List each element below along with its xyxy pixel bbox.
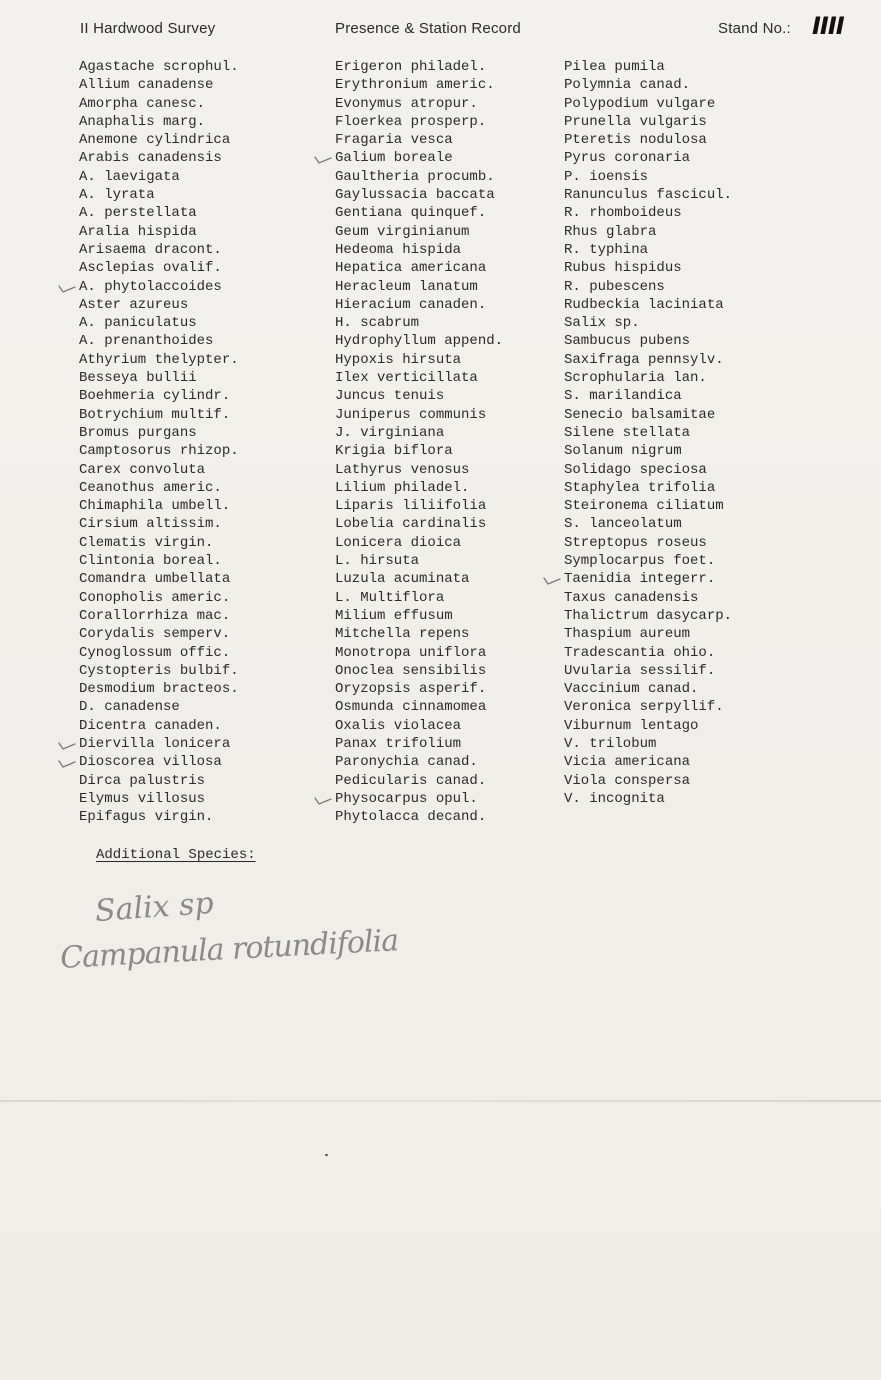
species-item	[79, 76, 239, 94]
species-item	[564, 76, 732, 94]
species-name: Elymus villosus	[79, 790, 206, 807]
species-item	[335, 644, 503, 662]
species-name: Aralia hispida	[79, 223, 197, 240]
species-name: Rudbeckia laciniata	[564, 296, 724, 313]
species-item	[564, 680, 732, 698]
species-item	[335, 607, 503, 625]
species-item	[79, 149, 239, 167]
species-name: R. rhomboideus	[564, 205, 682, 222]
species-item	[564, 534, 732, 552]
species-name: A. perstellata	[79, 205, 197, 222]
species-name: Clematis virgin.	[79, 534, 214, 551]
species-name: Epifagus virgin.	[79, 809, 214, 826]
species-name: Staphylea trifolia	[564, 479, 716, 496]
species-item	[564, 698, 732, 716]
species-name: Polymnia canad.	[564, 77, 691, 94]
species-name: Symplocarpus foet.	[564, 553, 716, 570]
species-item	[79, 607, 239, 625]
species-name: L. hirsuta	[335, 553, 420, 570]
species-item	[335, 461, 503, 479]
species-item	[79, 95, 239, 113]
species-item	[564, 296, 732, 314]
species-name: Pteretis nodulosa	[564, 132, 707, 149]
species-name: Geum virginianum	[335, 223, 470, 240]
species-name: Ceanothus americ.	[79, 479, 222, 496]
species-name: Solidago speciosa	[564, 461, 707, 478]
species-name: P. ioensis	[564, 168, 649, 185]
species-name: Heracleum lanatum	[335, 278, 478, 295]
species-name: Anaphalis marg.	[79, 113, 206, 130]
species-item	[564, 351, 732, 369]
species-name: Saxifraga pennsylv.	[564, 351, 724, 368]
pencil-check-icon	[57, 280, 77, 294]
species-item	[335, 772, 503, 790]
species-name: A. paniculatus	[79, 315, 197, 332]
species-item	[335, 570, 503, 588]
species-item	[79, 552, 239, 570]
species-name: Osmunda cinnamomea	[335, 699, 487, 716]
species-column-1	[79, 58, 239, 826]
species-item	[564, 406, 732, 424]
species-item	[335, 534, 503, 552]
survey-title: II Hardwood Survey	[80, 20, 216, 37]
species-item	[335, 95, 503, 113]
stand-label: Stand No.:	[718, 20, 791, 37]
species-name: Erigeron philadel.	[335, 59, 487, 75]
species-name: Pedicularis canad.	[335, 772, 487, 789]
species-name: Taxus canadensis	[564, 589, 699, 606]
species-item	[335, 625, 503, 643]
species-item	[335, 442, 503, 460]
species-item	[564, 424, 732, 442]
species-item	[335, 332, 503, 350]
species-name: R. pubescens	[564, 278, 665, 295]
species-name: Corallorrhiza mac.	[79, 607, 231, 624]
species-name: Solanum nigrum	[564, 443, 682, 460]
species-name: Galium boreale	[335, 150, 453, 167]
pencil-check-icon	[57, 755, 77, 769]
species-name: Taenidia integerr.	[564, 571, 716, 588]
species-name: Lonicera dioica	[335, 534, 462, 551]
species-name: S. lanceolatum	[564, 516, 682, 533]
species-item	[564, 387, 732, 405]
species-name: Hieracium canaden.	[335, 296, 487, 313]
species-item	[335, 424, 503, 442]
species-name: Viburnum lentago	[564, 717, 699, 734]
species-item	[79, 131, 239, 149]
species-item	[79, 406, 239, 424]
pencil-check-icon	[542, 572, 562, 586]
species-name: Diervilla lonicera	[79, 735, 231, 752]
species-name: H. scabrum	[335, 315, 420, 332]
species-item	[79, 808, 239, 826]
species-name: Anemone cylindrica	[79, 132, 231, 149]
species-name: A. laevigata	[79, 168, 180, 185]
species-item	[79, 515, 239, 533]
species-item	[335, 314, 503, 332]
species-name: R. typhina	[564, 241, 649, 258]
species-name: Uvularia sessilif.	[564, 662, 716, 679]
species-item	[79, 680, 239, 698]
species-name: Aster azureus	[79, 296, 189, 313]
species-name: Luzula acuminata	[335, 571, 470, 588]
species-item	[79, 58, 239, 76]
species-item	[564, 772, 732, 790]
species-name: Conopholis americ.	[79, 589, 231, 606]
species-name: Streptopus roseus	[564, 534, 707, 551]
species-name: Oryzopsis asperif.	[335, 681, 487, 698]
species-name: Juncus tenuis	[335, 388, 445, 405]
species-item	[335, 552, 503, 570]
species-name: D. canadense	[79, 699, 180, 716]
species-item	[335, 369, 503, 387]
species-name: Physocarpus opul.	[335, 790, 478, 807]
species-item	[79, 351, 239, 369]
species-item	[564, 461, 732, 479]
paper-fold-line	[0, 1100, 881, 1102]
species-item	[564, 223, 732, 241]
species-name: J. virginiana	[335, 424, 445, 441]
species-name: Floerkea prosperp.	[335, 113, 487, 130]
species-item	[79, 698, 239, 716]
species-item	[79, 753, 239, 771]
species-item	[79, 717, 239, 735]
species-name: Milium effusum	[335, 607, 453, 624]
species-item	[79, 241, 239, 259]
species-item	[564, 625, 732, 643]
species-name: Salix sp.	[564, 315, 640, 332]
species-name: Erythronium americ.	[335, 77, 495, 94]
species-name: Silene stellata	[564, 424, 691, 441]
species-item	[79, 497, 239, 515]
species-name: Polypodium vulgare	[564, 95, 716, 112]
species-name: Cystopteris bulbif.	[79, 662, 239, 679]
species-item	[335, 278, 503, 296]
species-column-3	[564, 58, 732, 808]
species-item	[564, 589, 732, 607]
species-name: Vicia americana	[564, 754, 691, 771]
species-item	[335, 131, 503, 149]
species-name: Steironema ciliatum	[564, 498, 724, 515]
species-item	[335, 387, 503, 405]
species-name: Amorpha canesc.	[79, 95, 206, 112]
species-name: Vaccinium canad.	[564, 681, 699, 698]
species-name: Monotropa uniflora	[335, 644, 487, 661]
species-item	[564, 515, 732, 533]
species-name: Cynoglossum offic.	[79, 644, 231, 661]
species-item	[564, 442, 732, 460]
species-item	[564, 58, 732, 76]
species-name: Pilea pumila	[564, 59, 665, 75]
species-name: Scrophularia lan.	[564, 370, 707, 387]
species-name: Boehmeria cylindr.	[79, 388, 231, 405]
species-item	[79, 204, 239, 222]
species-item	[79, 424, 239, 442]
species-item	[564, 113, 732, 131]
species-item	[564, 662, 732, 680]
species-item	[335, 790, 503, 808]
species-name: Fragaria vesca	[335, 132, 453, 149]
species-item	[335, 204, 503, 222]
species-item	[564, 479, 732, 497]
species-name: Mitchella repens	[335, 626, 470, 643]
species-name: Dioscorea villosa	[79, 754, 222, 771]
record-title: Presence & Station Record	[335, 20, 521, 37]
additional-species-label: Additional Species:	[96, 847, 256, 863]
species-item	[79, 570, 239, 588]
species-item	[564, 552, 732, 570]
pencil-check-icon	[313, 792, 333, 806]
stand-number: IIII	[812, 12, 844, 40]
species-name: Panax trifolium	[335, 735, 462, 752]
handwritten-notes	[40, 880, 399, 1000]
species-name: Athyrium thelypter.	[79, 351, 239, 368]
species-item	[564, 278, 732, 296]
species-name: Arisaema dracont.	[79, 241, 222, 258]
species-name: Veronica serpyllif.	[564, 699, 724, 716]
species-item	[564, 570, 732, 588]
species-item	[564, 241, 732, 259]
species-name: Phytolacca decand.	[335, 809, 487, 826]
species-name: Arabis canadensis	[79, 150, 222, 167]
species-item	[564, 497, 732, 515]
paper-speck	[325, 1154, 328, 1156]
species-item	[79, 259, 239, 277]
species-item	[79, 644, 239, 662]
species-name: Gaylussacia baccata	[335, 187, 495, 204]
species-item	[564, 369, 732, 387]
species-item	[564, 332, 732, 350]
species-name: Senecio balsamitae	[564, 406, 716, 423]
species-item	[564, 753, 732, 771]
species-name: A. prenanthoides	[79, 333, 214, 350]
species-name: Pyrus coronaria	[564, 150, 691, 167]
species-name: Viola conspersa	[564, 772, 691, 789]
species-item	[335, 113, 503, 131]
species-item	[79, 772, 239, 790]
species-item	[79, 735, 239, 753]
species-name: Dirca palustris	[79, 772, 206, 789]
species-item	[564, 131, 732, 149]
species-name: Ranunculus fascicul.	[564, 187, 733, 204]
species-item	[79, 168, 239, 186]
species-item	[564, 204, 732, 222]
species-name: Comandra umbellata	[79, 571, 231, 588]
species-name: Camptosorus rhizop.	[79, 443, 239, 460]
species-name: Rubus hispidus	[564, 260, 682, 277]
species-item	[335, 698, 503, 716]
species-item	[79, 442, 239, 460]
species-item	[335, 406, 503, 424]
species-item	[564, 607, 732, 625]
species-item	[564, 790, 732, 808]
species-name: Gentiana quinquef.	[335, 205, 487, 222]
species-item	[564, 95, 732, 113]
species-item	[79, 387, 239, 405]
species-name: Evonymus atropur.	[335, 95, 478, 112]
species-name: Juniperus communis	[335, 406, 487, 423]
species-name: Hepatica americana	[335, 260, 487, 277]
species-name: Liparis liliifolia	[335, 498, 487, 515]
species-item	[335, 186, 503, 204]
species-item	[335, 259, 503, 277]
species-item	[79, 479, 239, 497]
species-name: Agastache scrophul.	[79, 59, 239, 75]
species-item	[335, 76, 503, 94]
species-name: Lilium philadel.	[335, 479, 470, 496]
species-item	[79, 662, 239, 680]
species-name: Hedeoma hispida	[335, 241, 462, 258]
species-item	[79, 186, 239, 204]
species-name: Lathyrus venosus	[335, 461, 470, 478]
species-name: Sambucus pubens	[564, 333, 691, 350]
species-item	[564, 717, 732, 735]
pencil-check-icon	[313, 151, 333, 165]
species-name: Allium canadense	[79, 77, 214, 94]
species-item	[79, 113, 239, 131]
species-name: S. marilandica	[564, 388, 682, 405]
species-name: V. incognita	[564, 790, 665, 807]
species-item	[335, 58, 503, 76]
species-item	[564, 314, 732, 332]
species-name: Asclepias ovalif.	[79, 260, 222, 277]
species-item	[335, 515, 503, 533]
species-column-2	[335, 58, 503, 826]
species-name: Gaultheria procumb.	[335, 168, 495, 185]
species-item	[79, 332, 239, 350]
handwritten-line: Campanula rotundifolia	[59, 923, 399, 976]
species-name: Ilex verticillata	[335, 370, 478, 387]
species-item	[335, 296, 503, 314]
species-name: Lobelia cardinalis	[335, 516, 487, 533]
species-name: Hydrophyllum append.	[335, 333, 504, 350]
species-item	[335, 149, 503, 167]
species-name: Rhus glabra	[564, 223, 657, 240]
species-item	[79, 625, 239, 643]
species-item	[564, 259, 732, 277]
species-name: Paronychia canad.	[335, 754, 478, 771]
species-item	[79, 278, 239, 296]
species-name: A. lyrata	[79, 187, 155, 204]
species-item	[335, 223, 503, 241]
species-name: Oxalis violacea	[335, 717, 462, 734]
species-name: A. phytolaccoides	[79, 278, 222, 295]
species-item	[335, 351, 503, 369]
species-item	[335, 680, 503, 698]
species-name: L. Multiflora	[335, 589, 445, 606]
species-item	[335, 662, 503, 680]
species-item	[564, 644, 732, 662]
species-item	[335, 168, 503, 186]
species-name: Onoclea sensibilis	[335, 662, 487, 679]
species-item	[564, 735, 732, 753]
species-item	[79, 369, 239, 387]
species-item	[79, 314, 239, 332]
species-item	[335, 241, 503, 259]
species-item	[79, 461, 239, 479]
species-item	[564, 186, 732, 204]
species-item	[335, 497, 503, 515]
species-name: Krigia biflora	[335, 443, 453, 460]
species-item	[335, 717, 503, 735]
species-item	[79, 223, 239, 241]
species-name: Chimaphila umbell.	[79, 498, 231, 515]
species-item	[564, 168, 732, 186]
species-name: Thaspium aureum	[564, 626, 691, 643]
species-name: V. trilobum	[564, 735, 657, 752]
species-item	[335, 735, 503, 753]
species-name: Besseya bullii	[79, 370, 197, 387]
species-item	[335, 479, 503, 497]
species-name: Botrychium multif.	[79, 406, 231, 423]
species-item	[79, 790, 239, 808]
species-name: Hypoxis hirsuta	[335, 351, 462, 368]
species-item	[79, 534, 239, 552]
pencil-check-icon	[57, 737, 77, 751]
species-item	[335, 808, 503, 826]
species-name: Clintonia boreal.	[79, 553, 222, 570]
species-name: Carex convoluta	[79, 461, 206, 478]
species-item	[335, 753, 503, 771]
species-item	[564, 149, 732, 167]
species-name: Corydalis semperv.	[79, 626, 231, 643]
species-item	[79, 589, 239, 607]
handwritten-line: Salix sp	[93, 885, 215, 930]
species-name: Dicentra canaden.	[79, 717, 222, 734]
species-item	[79, 296, 239, 314]
species-name: Thalictrum dasycarp.	[564, 607, 733, 624]
species-name: Desmodium bracteos.	[79, 681, 239, 698]
species-name: Bromus purgans	[79, 424, 197, 441]
species-name: Cirsium altissim.	[79, 516, 222, 533]
species-item	[335, 589, 503, 607]
species-name: Tradescantia ohio.	[564, 644, 716, 661]
species-name: Prunella vulgaris	[564, 113, 707, 130]
